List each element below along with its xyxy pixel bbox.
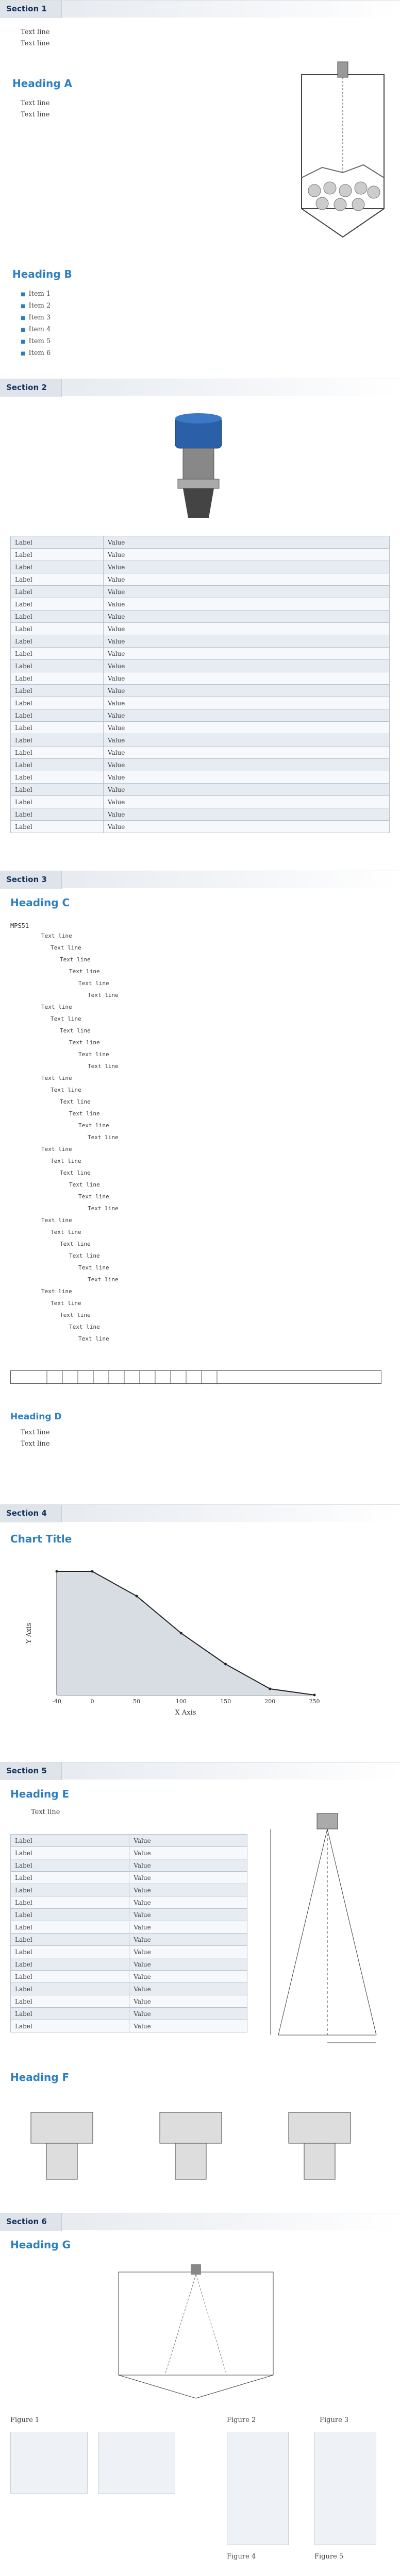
wave-value: Value: [129, 2020, 247, 2032]
section-title: Section 3: [6, 875, 47, 884]
wave-label: Label: [11, 1909, 129, 1921]
wave-row: [11, 2008, 247, 2020]
spec-label: Label: [11, 660, 104, 672]
section-bar: [0, 2213, 400, 2230]
formula: Text line: [31, 1808, 60, 1816]
wave-row: [11, 1835, 247, 1847]
heading: Heading B: [12, 268, 72, 280]
spec-value: Value: [104, 536, 390, 549]
selection-line: Text line: [78, 1335, 109, 1342]
selection-line: Text line: [41, 1288, 72, 1295]
spec-label: Label: [11, 759, 104, 771]
data-point: [56, 1570, 58, 1573]
spec-row: [11, 821, 390, 833]
wave-row: [11, 1921, 247, 1934]
spec-value: Value: [104, 759, 390, 771]
section-bar: [0, 1504, 400, 1522]
wave-row: [11, 1909, 247, 1921]
dimension-drawings: [10, 2092, 390, 2195]
wave-label: Label: [11, 1847, 129, 1859]
wave-row: [11, 2020, 247, 2032]
wave-row: [11, 1847, 247, 1859]
spec-label: Label: [11, 747, 104, 759]
wave-value: Value: [129, 1971, 247, 1983]
spec-row: [11, 660, 390, 672]
data-point: [180, 1632, 182, 1635]
wave-label: Label: [11, 1995, 129, 2008]
selection-line: Text line: [51, 1300, 81, 1307]
text-line: Text line: [21, 40, 50, 47]
figure-caption: Figure 4: [227, 2553, 256, 2561]
selection-line: Text line: [60, 1241, 91, 1247]
spec-row: [11, 536, 390, 549]
wave-label: Label: [11, 1971, 129, 1983]
bullet-item: ■ Item 5: [21, 336, 309, 348]
y-axis-label: Y Axis: [25, 1622, 33, 1644]
selection-line: Text line: [69, 1181, 100, 1188]
heading: Heading G: [10, 2239, 71, 2251]
selection-line: Text line: [69, 1252, 100, 1259]
spec-value: Value: [104, 573, 390, 586]
wave-label: Label: [11, 1934, 129, 1946]
selection-line: Text line: [78, 1051, 109, 1058]
wave-value: Value: [129, 1946, 247, 1958]
spec-row: [11, 808, 390, 821]
x-tick-label: 150: [220, 1698, 231, 1705]
section-bar: [0, 379, 400, 396]
selection-line: Text line: [69, 968, 100, 975]
wave-row: [11, 1971, 247, 1983]
spec-label: Label: [11, 784, 104, 796]
spec-label: Label: [11, 623, 104, 635]
wave-value: Value: [129, 1884, 247, 1896]
paragraph: [21, 1427, 371, 1450]
spec-label: Label: [11, 771, 104, 784]
bullet-item: ■ Item 2: [21, 300, 309, 312]
selection-line: Text line: [41, 1004, 72, 1010]
wave-label: Label: [11, 1884, 129, 1896]
figure-image: [314, 2432, 376, 2545]
selection-line: Text line: [78, 1264, 109, 1271]
text-line: Text line: [21, 99, 50, 107]
wave-row: [11, 1884, 247, 1896]
spec-value: Value: [104, 648, 390, 660]
tank-diagram: [291, 59, 394, 245]
spec-row: [11, 598, 390, 611]
selection-line: Text line: [51, 1158, 81, 1164]
wave-value: Value: [129, 1835, 247, 1847]
x-tick-label: -40: [52, 1698, 61, 1705]
figure-image: [227, 2432, 289, 2545]
wave-label: Label: [11, 1958, 129, 1971]
text-line: [21, 132, 278, 143]
spec-row: [11, 549, 390, 561]
spec-label: Label: [11, 549, 104, 561]
spec-row: [11, 759, 390, 771]
selection-line: Text line: [41, 1146, 72, 1153]
spec-label: Label: [11, 734, 104, 747]
spec-value: Value: [104, 598, 390, 611]
spec-value: Value: [104, 623, 390, 635]
selection-line: Text line: [78, 1122, 109, 1129]
figure-caption: Figure 2: [227, 2416, 256, 2424]
heading: Heading F: [10, 2071, 70, 2083]
figure-image: [98, 2432, 175, 2494]
spec-label: Label: [11, 648, 104, 660]
section-title: Section 2: [6, 383, 47, 392]
spec-row: [11, 709, 390, 722]
selection-line: Text line: [88, 1205, 119, 1212]
spec-row: [11, 573, 390, 586]
spec-row: [11, 648, 390, 660]
beam-diagram: [268, 1808, 387, 2056]
spec-value: Value: [104, 697, 390, 709]
text-line: Text line: [21, 1440, 50, 1448]
spec-value: Value: [104, 796, 390, 808]
spec-row: [11, 611, 390, 623]
selection-line: Text line: [60, 1170, 91, 1176]
selection-line: Text line: [51, 944, 81, 951]
selection-line: Text line: [88, 1276, 119, 1283]
spec-label: Label: [11, 611, 104, 623]
wave-row: [11, 1896, 247, 1909]
selection-line: Text line: [60, 1027, 91, 1034]
section-bar: [0, 1762, 400, 1780]
spec-row: [11, 561, 390, 573]
spec-row: [11, 747, 390, 759]
spec-row: [11, 722, 390, 734]
wave-value: Value: [129, 1921, 247, 1934]
spec-value: Value: [104, 722, 390, 734]
spec-row: [11, 623, 390, 635]
selection-line: Text line: [51, 1229, 81, 1235]
wave-table: [10, 1834, 247, 2032]
spec-row: [11, 784, 390, 796]
selection-line: Text line: [60, 1312, 91, 1318]
selection-line: Text line: [88, 992, 119, 998]
spec-value: Value: [104, 747, 390, 759]
spec-value: Value: [104, 771, 390, 784]
figure-caption: Figure 5: [314, 2553, 344, 2561]
text-line: Text line: [21, 1429, 50, 1436]
text-line: Text line: [21, 111, 50, 118]
code-label: MPS51: [10, 922, 29, 929]
spec-row: [11, 771, 390, 784]
spec-row: [11, 635, 390, 648]
spec-value: Value: [104, 709, 390, 722]
wave-label: Label: [11, 1896, 129, 1909]
spec-value: Value: [104, 561, 390, 573]
x-axis-label: X Axis: [175, 1709, 196, 1717]
wave-row: [11, 1934, 247, 1946]
x-tick-label: 250: [309, 1698, 320, 1705]
spec-value: Value: [104, 635, 390, 648]
wave-value: Value: [129, 1872, 247, 1884]
spec-value: Value: [104, 784, 390, 796]
spec-label: Label: [11, 672, 104, 685]
bullet-list: [21, 289, 309, 360]
figure-image: [10, 2432, 88, 2494]
spec-label: Label: [11, 573, 104, 586]
section-title: Section 5: [6, 1766, 47, 1775]
bullet-item: ■ Item 1: [21, 289, 309, 300]
data-point: [136, 1595, 138, 1598]
product-image: [155, 407, 242, 526]
spec-label: Label: [11, 808, 104, 821]
wave-label: Label: [11, 1921, 129, 1934]
section-bar: [0, 0, 400, 18]
x-tick-label: 0: [90, 1698, 94, 1705]
data-point: [224, 1663, 227, 1666]
wave-row: [11, 1958, 247, 1971]
spec-value: Value: [104, 808, 390, 821]
wave-row: [11, 1995, 247, 2008]
section-bar: [0, 871, 400, 888]
spec-table: [10, 536, 390, 833]
section-title: Section 1: [6, 4, 47, 13]
spec-row: [11, 796, 390, 808]
wave-row: [11, 1859, 247, 1872]
wave-value: Value: [129, 1896, 247, 1909]
spec-value: Value: [104, 586, 390, 598]
selection-line: Text line: [78, 980, 109, 987]
selection-line: Text line: [78, 1193, 109, 1200]
selection-line: Text line: [60, 1098, 91, 1105]
spec-value: Value: [104, 672, 390, 685]
wave-value: Value: [129, 1859, 247, 1872]
figure-caption: Figure 3: [320, 2416, 349, 2424]
spec-row: [11, 734, 390, 747]
selection-line: Text line: [41, 933, 72, 939]
spec-row: [11, 672, 390, 685]
section-title: Section 4: [6, 1509, 47, 1518]
wave-value: Value: [129, 1958, 247, 1971]
wave-label: Label: [11, 1983, 129, 1995]
section-title: Section 6: [6, 2217, 47, 2226]
wave-value: Value: [129, 2008, 247, 2020]
spec-row: [11, 697, 390, 709]
spec-label: Label: [11, 586, 104, 598]
selection-line: Text line: [88, 1063, 119, 1070]
wave-label: Label: [11, 2020, 129, 2032]
selection-line: Text line: [88, 1134, 119, 1141]
heading: Heading E: [10, 1788, 70, 1800]
bullet-item: ■ Item 3: [21, 312, 309, 324]
data-point: [269, 1688, 271, 1690]
selection-line: Text line: [51, 1087, 81, 1093]
selection-line: Text line: [41, 1075, 72, 1081]
wave-label: Label: [11, 1946, 129, 1958]
wave-label: Label: [11, 1835, 129, 1847]
heading: Heading A: [12, 77, 72, 90]
spec-row: [11, 586, 390, 598]
wave-row: [11, 1872, 247, 1884]
paragraph: [21, 98, 278, 143]
spec-value: Value: [104, 821, 390, 833]
bullet-item: ■ Item 6: [21, 348, 309, 360]
spec-value: Value: [104, 685, 390, 697]
spec-label: Label: [11, 709, 104, 722]
heading: Heading C: [10, 896, 70, 909]
spec-label: Label: [11, 598, 104, 611]
wave-value: Value: [129, 1995, 247, 2008]
spec-row: [11, 685, 390, 697]
selection-line: Text line: [69, 1039, 100, 1046]
heading: Heading D: [10, 1412, 62, 1422]
wave-value: Value: [129, 1847, 247, 1859]
data-point: [313, 1694, 316, 1697]
selection-line: Text line: [69, 1110, 100, 1117]
bullet-item: ■ Item 4: [21, 324, 309, 336]
spec-label: Label: [11, 796, 104, 808]
data-point: [91, 1570, 93, 1573]
install-diagram: [88, 2257, 304, 2401]
spec-value: Value: [104, 549, 390, 561]
spec-label: Label: [11, 821, 104, 833]
wave-value: Value: [129, 1983, 247, 1995]
wave-label: Label: [11, 1859, 129, 1872]
code-strip: [10, 1370, 381, 1384]
wave-value: Value: [129, 1909, 247, 1921]
x-tick-label: 100: [175, 1698, 187, 1705]
spec-value: Value: [104, 660, 390, 672]
x-tick-label: 50: [133, 1698, 141, 1705]
selection-list: [41, 930, 371, 1345]
x-tick-label: 200: [264, 1698, 276, 1705]
spec-label: Label: [11, 722, 104, 734]
spec-value: Value: [104, 734, 390, 747]
chart: [10, 1561, 330, 1731]
code-strip-cells: [11, 1371, 382, 1384]
chart-title: Chart Title: [10, 1533, 72, 1545]
spec-label: Label: [11, 697, 104, 709]
spec-label: Label: [11, 536, 104, 549]
area-fill: [57, 1571, 314, 1695]
wave-label: Label: [11, 2008, 129, 2020]
spec-value: Value: [104, 611, 390, 623]
spec-label: Label: [11, 685, 104, 697]
text-line: [21, 121, 278, 132]
selection-line: Text line: [60, 956, 91, 963]
text-line: Text line: [21, 28, 50, 36]
wave-value: Value: [129, 1934, 247, 1946]
wave-label: Label: [11, 1872, 129, 1884]
paragraph: [21, 27, 268, 49]
wave-row: [11, 1946, 247, 1958]
spec-label: Label: [11, 561, 104, 573]
wave-row: [11, 1983, 247, 1995]
selection-line: Text line: [41, 1217, 72, 1224]
selection-line: Text line: [51, 1015, 81, 1022]
figure-caption: Figure 1: [10, 2416, 40, 2424]
spec-label: Label: [11, 635, 104, 648]
selection-line: Text line: [69, 1324, 100, 1330]
